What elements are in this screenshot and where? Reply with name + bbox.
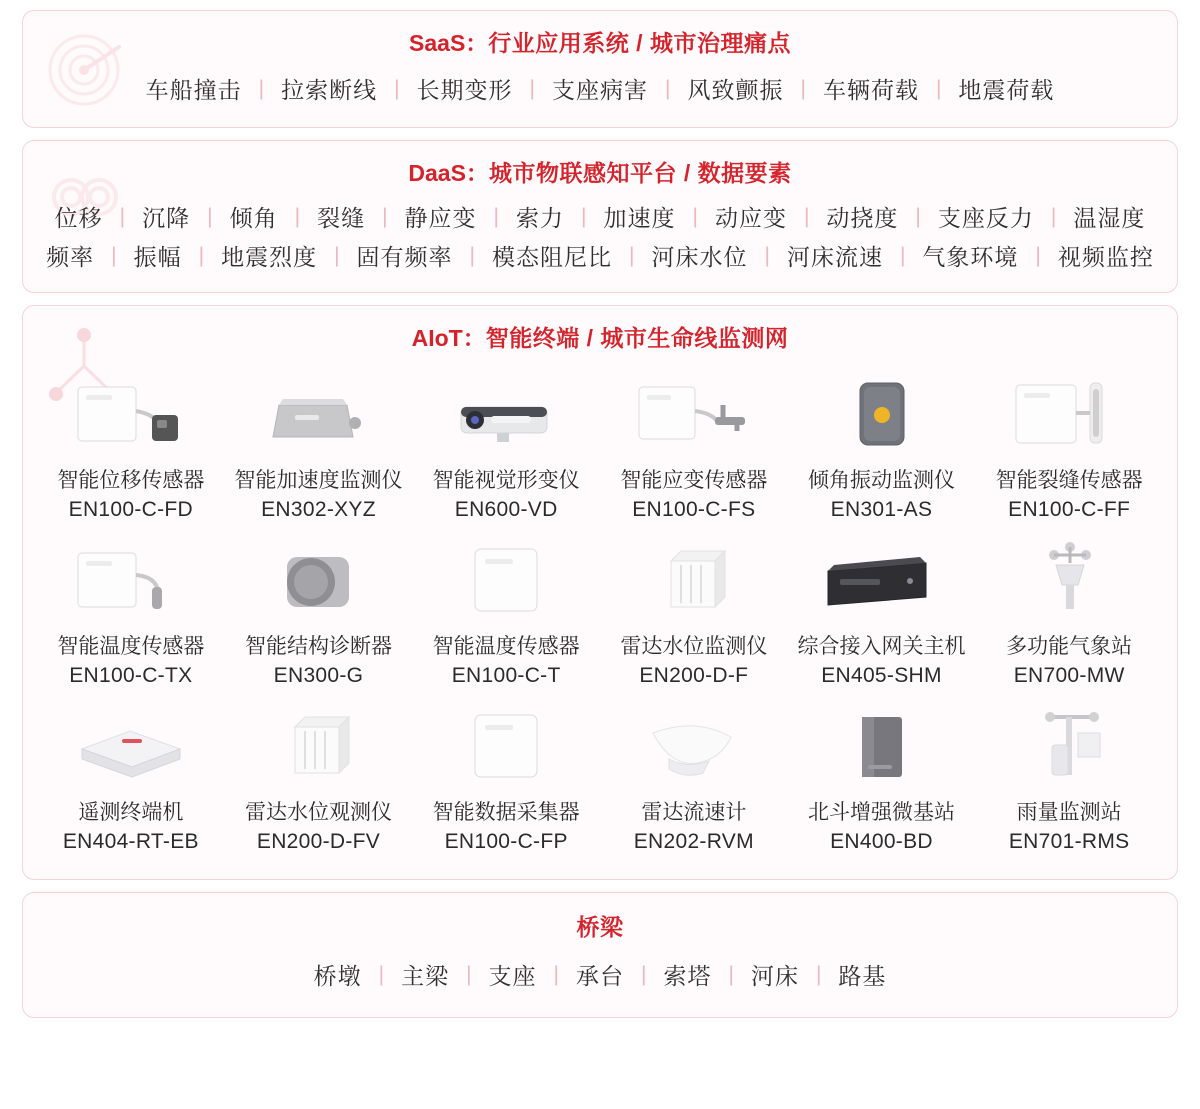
daas-tag: 位移: [54, 205, 103, 231]
device-name: 雷达水位监测仪: [620, 634, 768, 658]
device-card: [37, 697, 225, 861]
device-name: 雷达流速计: [641, 800, 747, 824]
device-name: 智能结构诊断器: [244, 634, 392, 658]
device-model: EN600-VD: [454, 497, 558, 521]
daas-tag: 裂缝: [317, 205, 366, 231]
daas-tag: 索力: [516, 205, 564, 231]
gateway-rack-icon: [806, 537, 956, 623]
separator-icon: |: [764, 244, 770, 267]
device-name: 北斗增强微基站: [807, 800, 955, 824]
device-card: [37, 365, 225, 529]
saas-card: [22, 10, 1178, 128]
daas-tag: 模态阻尼比: [492, 244, 612, 270]
aiot-title-en: AIoT：: [411, 325, 486, 351]
aiot-card: [22, 305, 1178, 880]
separator-icon: |: [469, 244, 475, 267]
device-model: EN301-AS: [830, 497, 933, 521]
telemetry-terminal-icon: [56, 703, 206, 789]
aiot-title-cn: 智能终端 / 城市生命线监测网: [485, 325, 789, 351]
strain-sensor-icon: [619, 371, 769, 457]
daas-tag: 动应变: [714, 205, 787, 231]
device-name: 雷达水位观测仪: [244, 800, 392, 824]
device-card: [600, 531, 788, 695]
device-name: 智能应变传感器: [620, 469, 768, 492]
separator-icon: |: [529, 77, 535, 100]
temperature-sensor-probe-icon: [56, 537, 206, 623]
saas-tag: 拉索断线: [281, 77, 378, 103]
device-name: 智能加速度监测仪: [234, 469, 403, 492]
separator-icon: |: [641, 962, 647, 986]
saas-title-cn: 行业应用系统 / 城市治理痛点: [488, 30, 791, 56]
saas-tag: 地震荷载: [958, 77, 1055, 103]
device-model: EN100-C-FS: [632, 497, 756, 521]
separator-icon: |: [207, 205, 213, 228]
accelerometer-box-icon: [243, 371, 393, 457]
daas-tag: 河床流速: [786, 244, 883, 270]
device-model: EN701-RMS: [1008, 829, 1130, 853]
separator-icon: |: [935, 77, 942, 100]
inclination-vibration-icon: [806, 371, 956, 457]
separator-icon: |: [1035, 244, 1041, 267]
saas-tag: 长期变形: [416, 77, 513, 103]
separator-icon: |: [692, 205, 698, 228]
separator-icon: |: [1050, 205, 1057, 228]
daas-title: [23, 141, 1177, 194]
device-name: 倾角振动监测仪: [807, 469, 955, 492]
separator-icon: |: [334, 244, 340, 267]
saas-tag: 风致颤振: [687, 77, 784, 103]
saas-tag: 支座病害: [552, 77, 648, 103]
displacement-sensor-icon: [56, 371, 206, 457]
daas-tag-row-1: [23, 194, 1177, 237]
device-card: [600, 365, 788, 529]
separator-icon: |: [899, 244, 906, 267]
daas-tag: 频率: [46, 244, 95, 270]
device-model: EN400-BD: [830, 829, 933, 853]
separator-icon: |: [466, 962, 472, 986]
radar-water-observer-icon: [243, 703, 393, 789]
device-model: EN202-RVM: [633, 829, 754, 853]
temperature-sensor-panel-icon: [431, 537, 581, 623]
daas-tag: 地震烈度: [221, 244, 318, 270]
separator-icon: |: [800, 77, 806, 100]
separator-icon: |: [378, 962, 385, 986]
device-card: [225, 531, 413, 695]
device-card: [788, 365, 976, 529]
saas-tag-row: [23, 64, 1177, 127]
rain-gauge-station-icon: [994, 703, 1144, 789]
saas-tag: 车辆荷载: [822, 77, 919, 103]
beidou-microstation-icon: [806, 703, 956, 789]
bridge-tag: 主梁: [401, 962, 450, 989]
saas-title: [23, 11, 1177, 64]
bridge-tag: 承台: [576, 962, 624, 989]
daas-tag: 加速度: [603, 205, 676, 231]
device-model: EN404-RT-EB: [62, 829, 199, 853]
separator-icon: |: [803, 205, 810, 228]
device-card: [600, 697, 788, 861]
daas-tag: 振幅: [133, 244, 182, 270]
device-name: 智能温度传感器: [432, 634, 580, 658]
separator-icon: |: [294, 205, 301, 228]
weather-station-icon: [994, 537, 1144, 623]
saas-tag: 车船撞击: [145, 77, 242, 103]
device-model: EN100-C-TX: [69, 663, 193, 687]
device-card: [975, 531, 1163, 695]
device-model: EN300-G: [273, 663, 364, 687]
daas-tag: 固有频率: [356, 244, 453, 270]
device-name: 智能视觉形变仪: [432, 469, 580, 492]
device-card: [975, 365, 1163, 529]
device-name: 综合接入网关主机: [797, 634, 966, 658]
separator-icon: |: [553, 962, 559, 986]
radar-flow-meter-icon: [619, 703, 769, 789]
separator-icon: |: [111, 244, 117, 267]
daas-tag: 沉降: [142, 205, 191, 231]
device-name: 智能温度传感器: [57, 634, 205, 658]
bridge-tag: 河床: [750, 962, 799, 989]
separator-icon: |: [728, 962, 734, 986]
device-name: 多功能气象站: [1006, 634, 1133, 658]
daas-tag: 静应变: [404, 205, 477, 231]
device-model: EN200-D-FV: [256, 829, 381, 853]
daas-title-cn: 城市物联感知平台 / 数据要素: [488, 160, 792, 186]
device-card: [412, 531, 600, 695]
device-name: 智能数据采集器: [432, 800, 580, 824]
bridge-title: 桥梁: [576, 913, 624, 940]
structure-diagnoser-icon: [243, 537, 393, 623]
device-name: 智能裂缝传感器: [995, 469, 1143, 492]
separator-icon: |: [915, 205, 921, 228]
device-card: [225, 365, 413, 529]
separator-icon: |: [119, 205, 126, 228]
bridge-tag-row: [23, 948, 1177, 1017]
device-model: EN100-C-FF: [1008, 497, 1131, 521]
device-model: EN100-C-FP: [444, 829, 568, 853]
bridge-card: [22, 892, 1178, 1018]
bridge-tag: 索塔: [663, 962, 712, 989]
device-name: 智能位移传感器: [57, 469, 205, 492]
device-model: EN100-C-T: [451, 663, 561, 687]
separator-icon: |: [665, 77, 671, 100]
separator-icon: |: [815, 962, 822, 986]
device-name: 雨量监测站: [1016, 800, 1122, 824]
bridge-tag: 路基: [838, 962, 887, 989]
separator-icon: |: [382, 205, 388, 228]
device-card: [412, 697, 600, 861]
device-card: [412, 365, 600, 529]
aiot-title: [23, 306, 1177, 359]
daas-tag: 气象环境: [922, 244, 1019, 270]
device-model: EN200-D-F: [639, 663, 749, 687]
saas-title-en: SaaS：: [409, 30, 489, 56]
separator-icon: |: [258, 77, 265, 100]
crack-sensor-icon: [994, 371, 1144, 457]
device-grid: [23, 359, 1177, 879]
separator-icon: |: [198, 244, 205, 267]
device-card: [37, 531, 225, 695]
data-collector-icon: [431, 703, 581, 789]
separator-icon: |: [581, 205, 587, 228]
daas-tag: 河床水位: [651, 244, 748, 270]
device-model: EN100-C-FD: [68, 497, 193, 521]
bridge-tag: 支座: [488, 962, 537, 989]
separator-icon: |: [493, 205, 499, 228]
daas-tag: 动挠度: [826, 205, 899, 231]
separator-icon: |: [394, 77, 400, 100]
device-card: [788, 531, 976, 695]
bridge-tag: 桥墩: [313, 962, 362, 989]
daas-tag: 视频监控: [1057, 244, 1154, 270]
device-model: EN700-MW: [1013, 663, 1125, 687]
radar-water-level-icon: [619, 537, 769, 623]
device-model: EN405-SHM: [821, 663, 942, 687]
daas-card: [22, 140, 1178, 293]
device-name: 遥测终端机: [78, 800, 184, 824]
separator-icon: |: [629, 244, 635, 267]
device-card: [788, 697, 976, 861]
daas-title-en: DaaS：: [408, 160, 489, 186]
daas-tag: 支座反力: [937, 205, 1034, 231]
device-model: EN302-XYZ: [261, 497, 376, 521]
daas-tag-row-2: [23, 237, 1177, 292]
device-card: [975, 697, 1163, 861]
vision-camera-icon: [431, 371, 581, 457]
device-card: [225, 697, 413, 861]
daas-tag: 倾角: [229, 205, 278, 231]
daas-tag: 温湿度: [1073, 205, 1146, 231]
